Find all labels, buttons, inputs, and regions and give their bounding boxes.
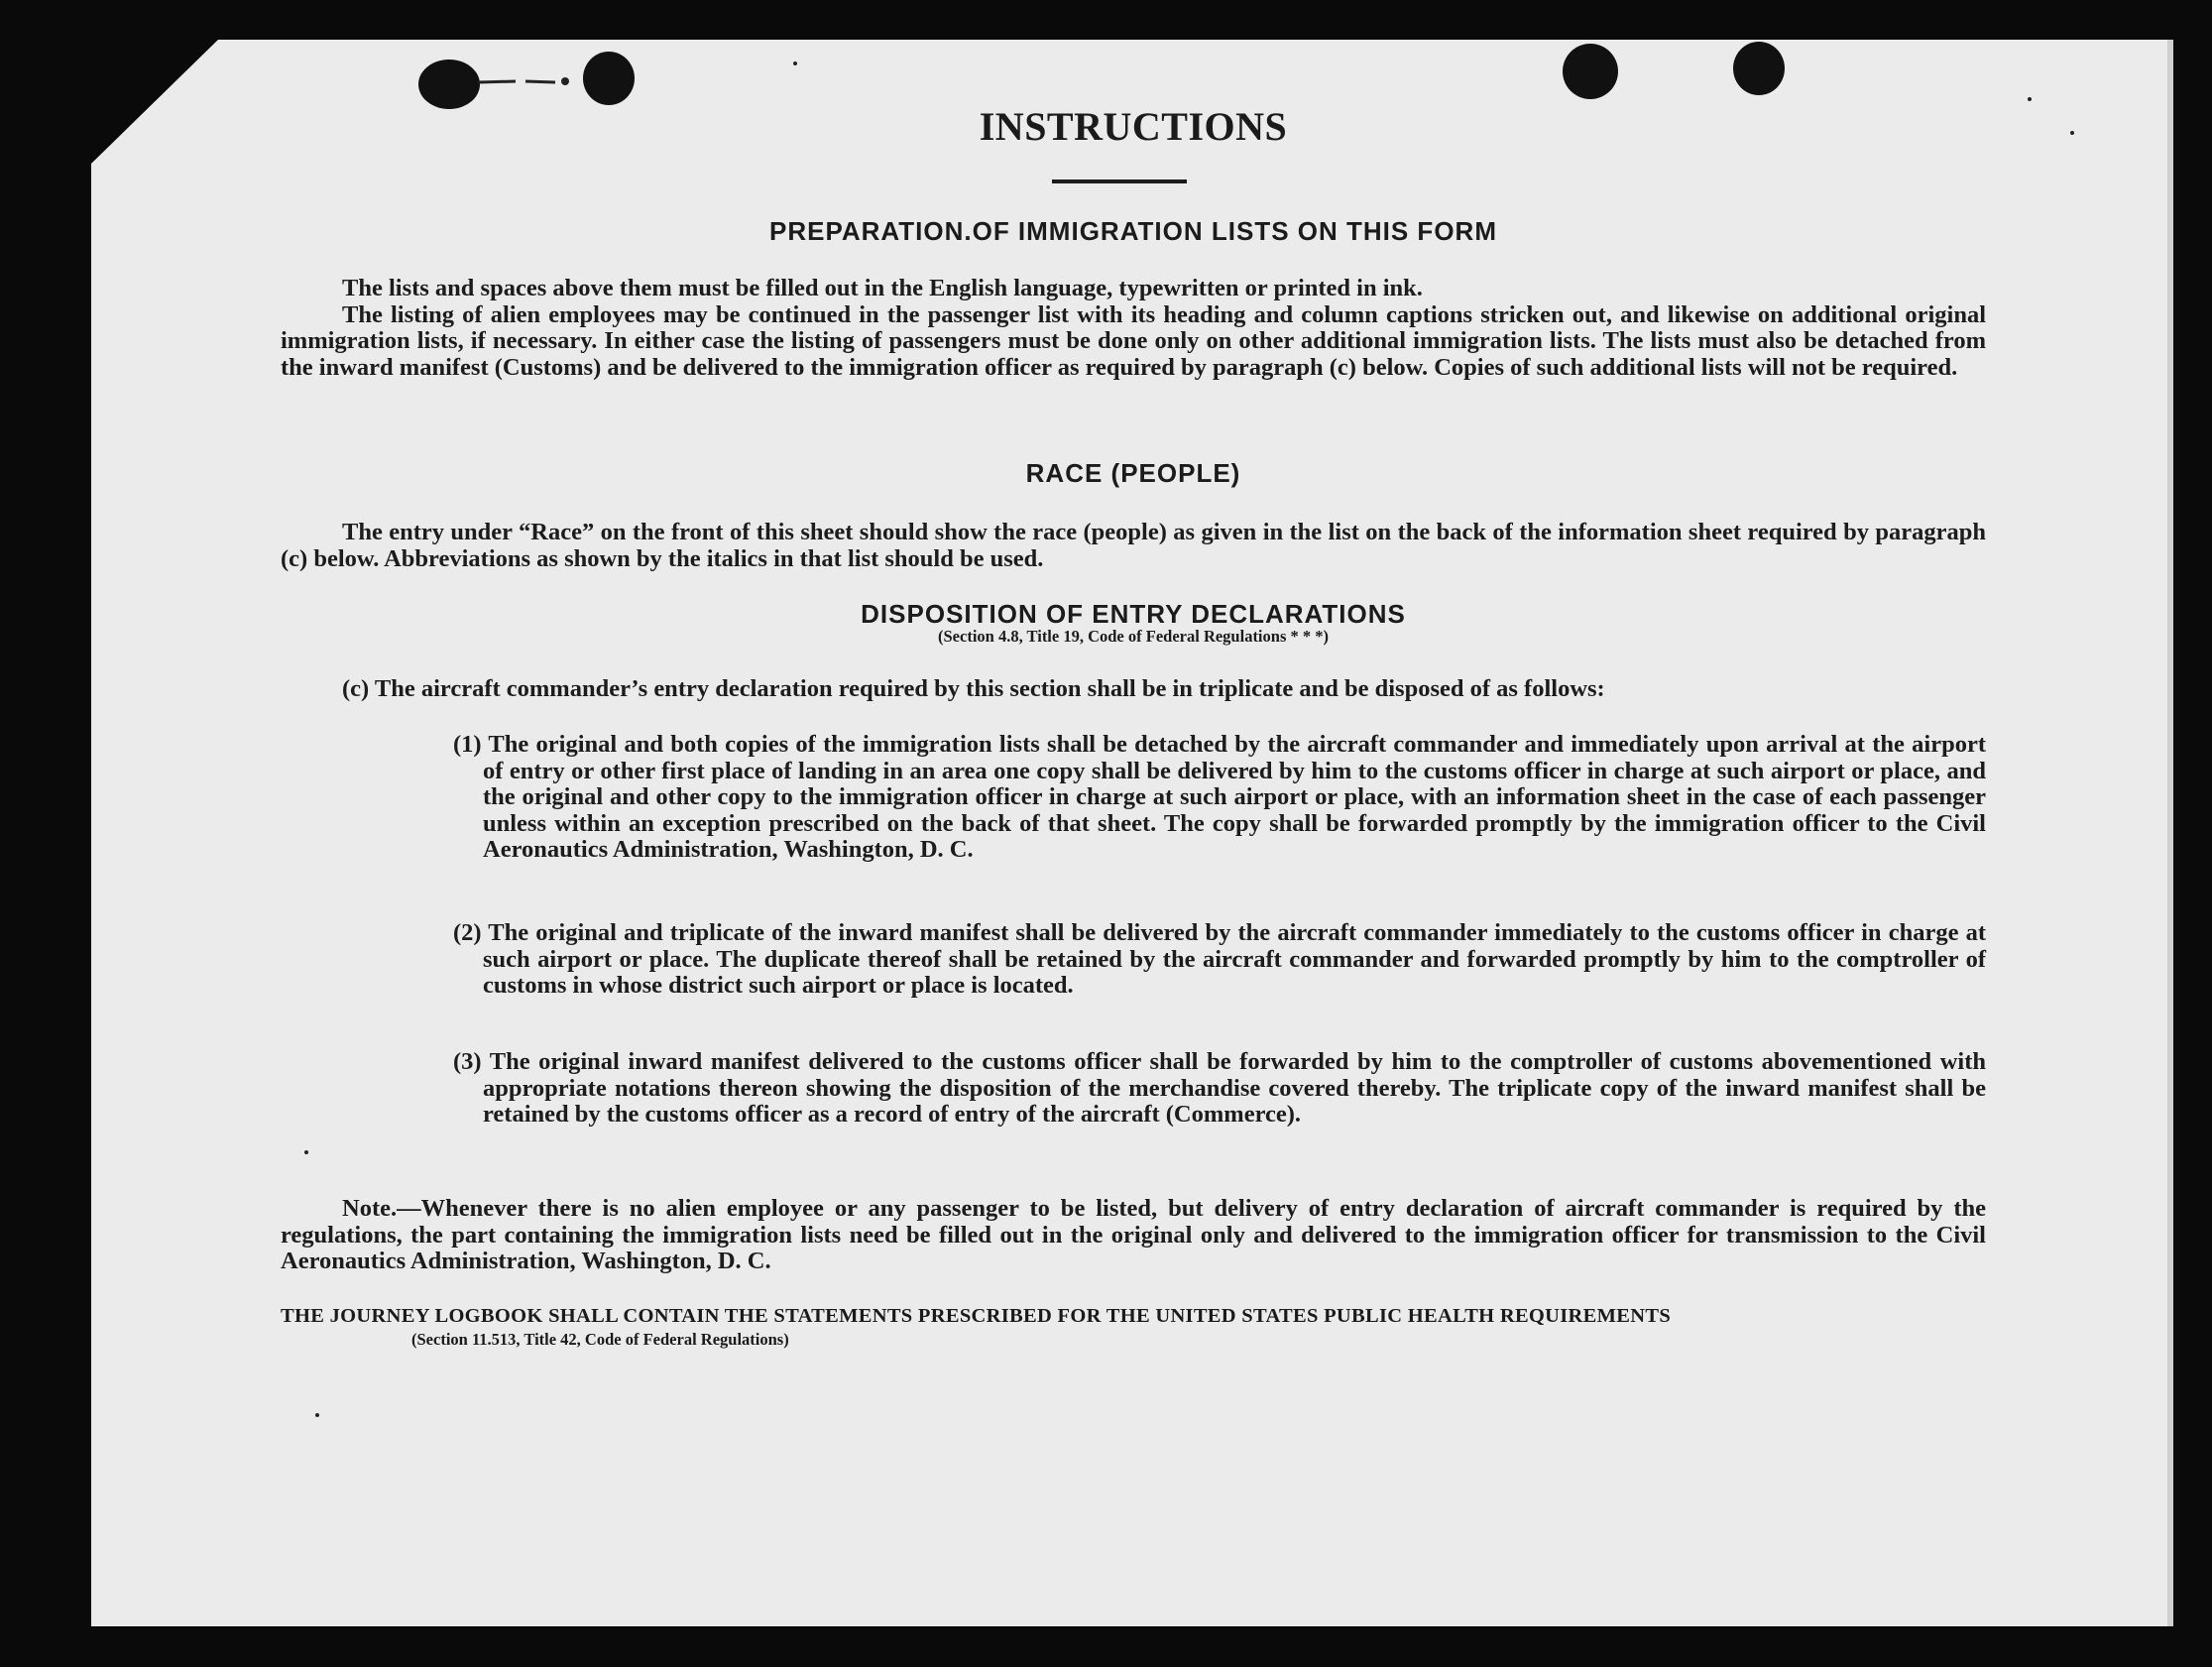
- disposition-item-1: [402, 732, 1986, 864]
- speck: [304, 1150, 308, 1154]
- disposition-subheading: (Section 4.8, Title 19, Code of Federal Regulations * * *): [938, 627, 1329, 646]
- item-number: (1): [453, 731, 482, 758]
- race-paragraph: The entry under “Race” on the front of this sheet should show the race (people) as given in the list on the back of the information sheet required by paragraph (c) below. Abbreviations as shown by the italics in that list should be used.: [281, 519, 1986, 572]
- race-heading: RACE (PEOPLE): [1025, 458, 1241, 488]
- item-text: The original and triplicate of the inward manifest shall be delivered by the aircraft commander immediately to the customs officer in charge at such airport or place. The duplicate thereof shall be retained by the aircraft commander and forwarded promptly by him to the comptroller of customs in whose district such airport or place is located.: [483, 919, 1986, 999]
- pen-mark: [476, 75, 575, 89]
- speck: [2070, 131, 2074, 135]
- disposition-heading: DISPOSITION OF ENTRY DECLARATIONS: [861, 599, 1406, 629]
- disposition-item-3: [402, 1049, 1986, 1129]
- preparation-text: [281, 276, 1986, 381]
- punch-hole: [583, 52, 635, 105]
- punch-hole: [1733, 42, 1785, 95]
- health-statement: THE JOURNEY LOGBOOK SHALL CONTAIN THE STATEMENTS PRESCRIBED FOR THE UNITED STATES PUBLIC HEALTH REQUIREMENTS: [281, 1305, 1672, 1327]
- preparation-paragraph-1: The lists and spaces above them must be filled out in the English language, typewritten or printed in ink.: [342, 275, 1423, 301]
- item-text: The original inward manifest delivered to the customs officer shall be forwarded by him to the comptroller of customs abovementioned with appropriate notations thereon showing the disposition of the merchandise covered thereby. The triplicate copy of the inward manifest shall be retained by the customs officer as a record of entry of the aircraft (Commerce).: [483, 1048, 1986, 1128]
- item-number: (3): [453, 1048, 482, 1075]
- speck: [793, 61, 797, 65]
- punch-hole: [1563, 44, 1618, 99]
- item-text: The original and both copies of the immigration lists shall be detached by the aircraft commander and immediately upon arrival at the airport of entry or other first place of landing in an area one copy shall be delivered by him to the customs officer in charge at such airport or place, and the original and other copy to the immigration officer in charge at such airport or place, with an information sheet in the case of each passenger unless within an exception prescribed on the back of that sheet. The copy shall be forwarded promptly by the immigration officer to the Civil Aeronautics Administration, Washington, D. C.: [483, 731, 1986, 863]
- disposition-item-2: [402, 920, 1986, 1000]
- disposition-intro-text: (c) The aircraft commander’s entry declaration required by this section shall be in triplicate and be disposed of as follows:: [342, 675, 1605, 702]
- preparation-paragraph-2: The listing of alien employees may be continued in the passenger list with its heading and column captions stricken out, and likewise on additional original immigration lists, if necessary. In either case the listing of passengers must be done only on other additional immigration lists. The lists must also be detached from the inward manifest (Customs) and be delivered to the immigration officer as required by paragraph (c) below. Copies of such additional lists will not be required.: [281, 300, 1986, 381]
- health-subheading: (Section 11.513, Title 42, Code of Federal Regulations): [411, 1330, 789, 1349]
- speck: [315, 1413, 319, 1417]
- title-rule: [1052, 179, 1187, 183]
- note-text: Note.—Whenever there is no alien employee or any passenger to be listed, but delivery of entry declaration of aircraft commander is required by the regulations, the part containing the immigration lists need be filled out in the original only and delivered to the immigration officer for transmission to the Civil Aeronautics Administration, Washington, D. C.: [281, 1195, 1986, 1274]
- disposition-intro: [281, 676, 1986, 703]
- preparation-heading: PREPARATION.OF IMMIGRATION LISTS ON THIS FORM: [769, 216, 1497, 246]
- punch-hole: [418, 60, 480, 109]
- note: [281, 1196, 1986, 1275]
- race-text: [281, 520, 1986, 572]
- item-number: (2): [453, 919, 482, 946]
- page-title: INSTRUCTIONS: [979, 104, 1288, 149]
- speck: [2028, 97, 2032, 101]
